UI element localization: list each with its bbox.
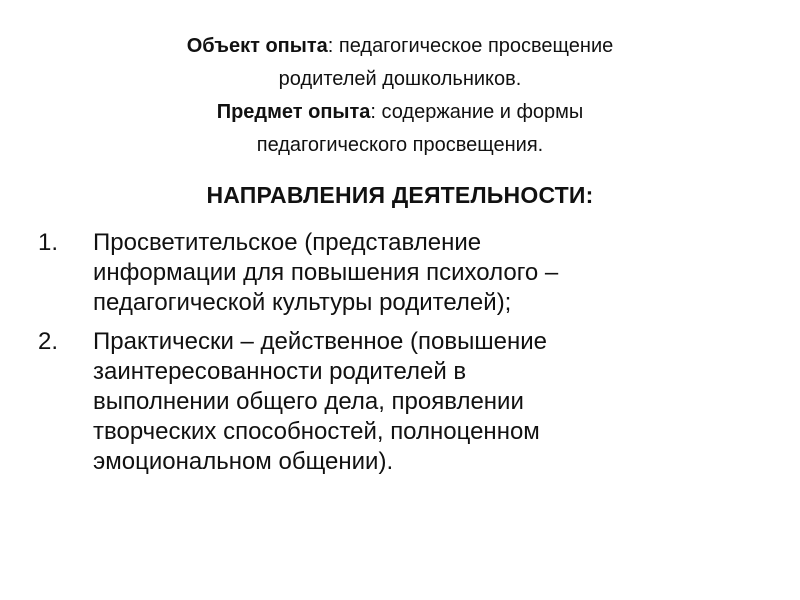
object-text-2: родителей дошкольников. <box>278 68 522 90</box>
subject-text-2: педагогического просвещения. <box>256 134 544 156</box>
list-item-line: творческих способностей, полноценном <box>93 418 540 445</box>
object-line-1 <box>60 30 740 63</box>
list-item-text <box>93 327 758 477</box>
list-item-line: эмоциональном общении). <box>93 448 394 475</box>
list-item-number: 2. <box>38 328 59 355</box>
list-item-line: Просветительское (представление <box>93 229 482 256</box>
list-item-line: заинтересованности родителей в <box>93 358 467 385</box>
list-item-number: 1. <box>38 229 59 256</box>
subject-line-1 <box>60 96 740 129</box>
directions-heading: НАПРАВЛЕНИЯ ДЕЯТЕЛЬНОСТИ: <box>206 182 594 208</box>
list-item <box>38 327 758 477</box>
object-label: Объект опыта <box>186 35 328 57</box>
list-item-line: педагогической культуры родителей); <box>93 289 512 316</box>
slide-header <box>60 30 740 162</box>
subject-label: Предмет опыта <box>216 101 371 123</box>
list-item-line: выполнении общего дела, проявлении <box>93 388 524 415</box>
object-text-1: : педагогическое просвещение <box>327 35 614 57</box>
list-item-line: информации для повышения психолого – <box>93 259 559 286</box>
directions-list <box>38 228 758 486</box>
list-item-line: Практически – действенное (повышение <box>93 328 547 355</box>
list-item <box>38 228 758 318</box>
list-item-text <box>93 228 758 318</box>
subject-text-1: : содержание и формы <box>370 101 584 123</box>
